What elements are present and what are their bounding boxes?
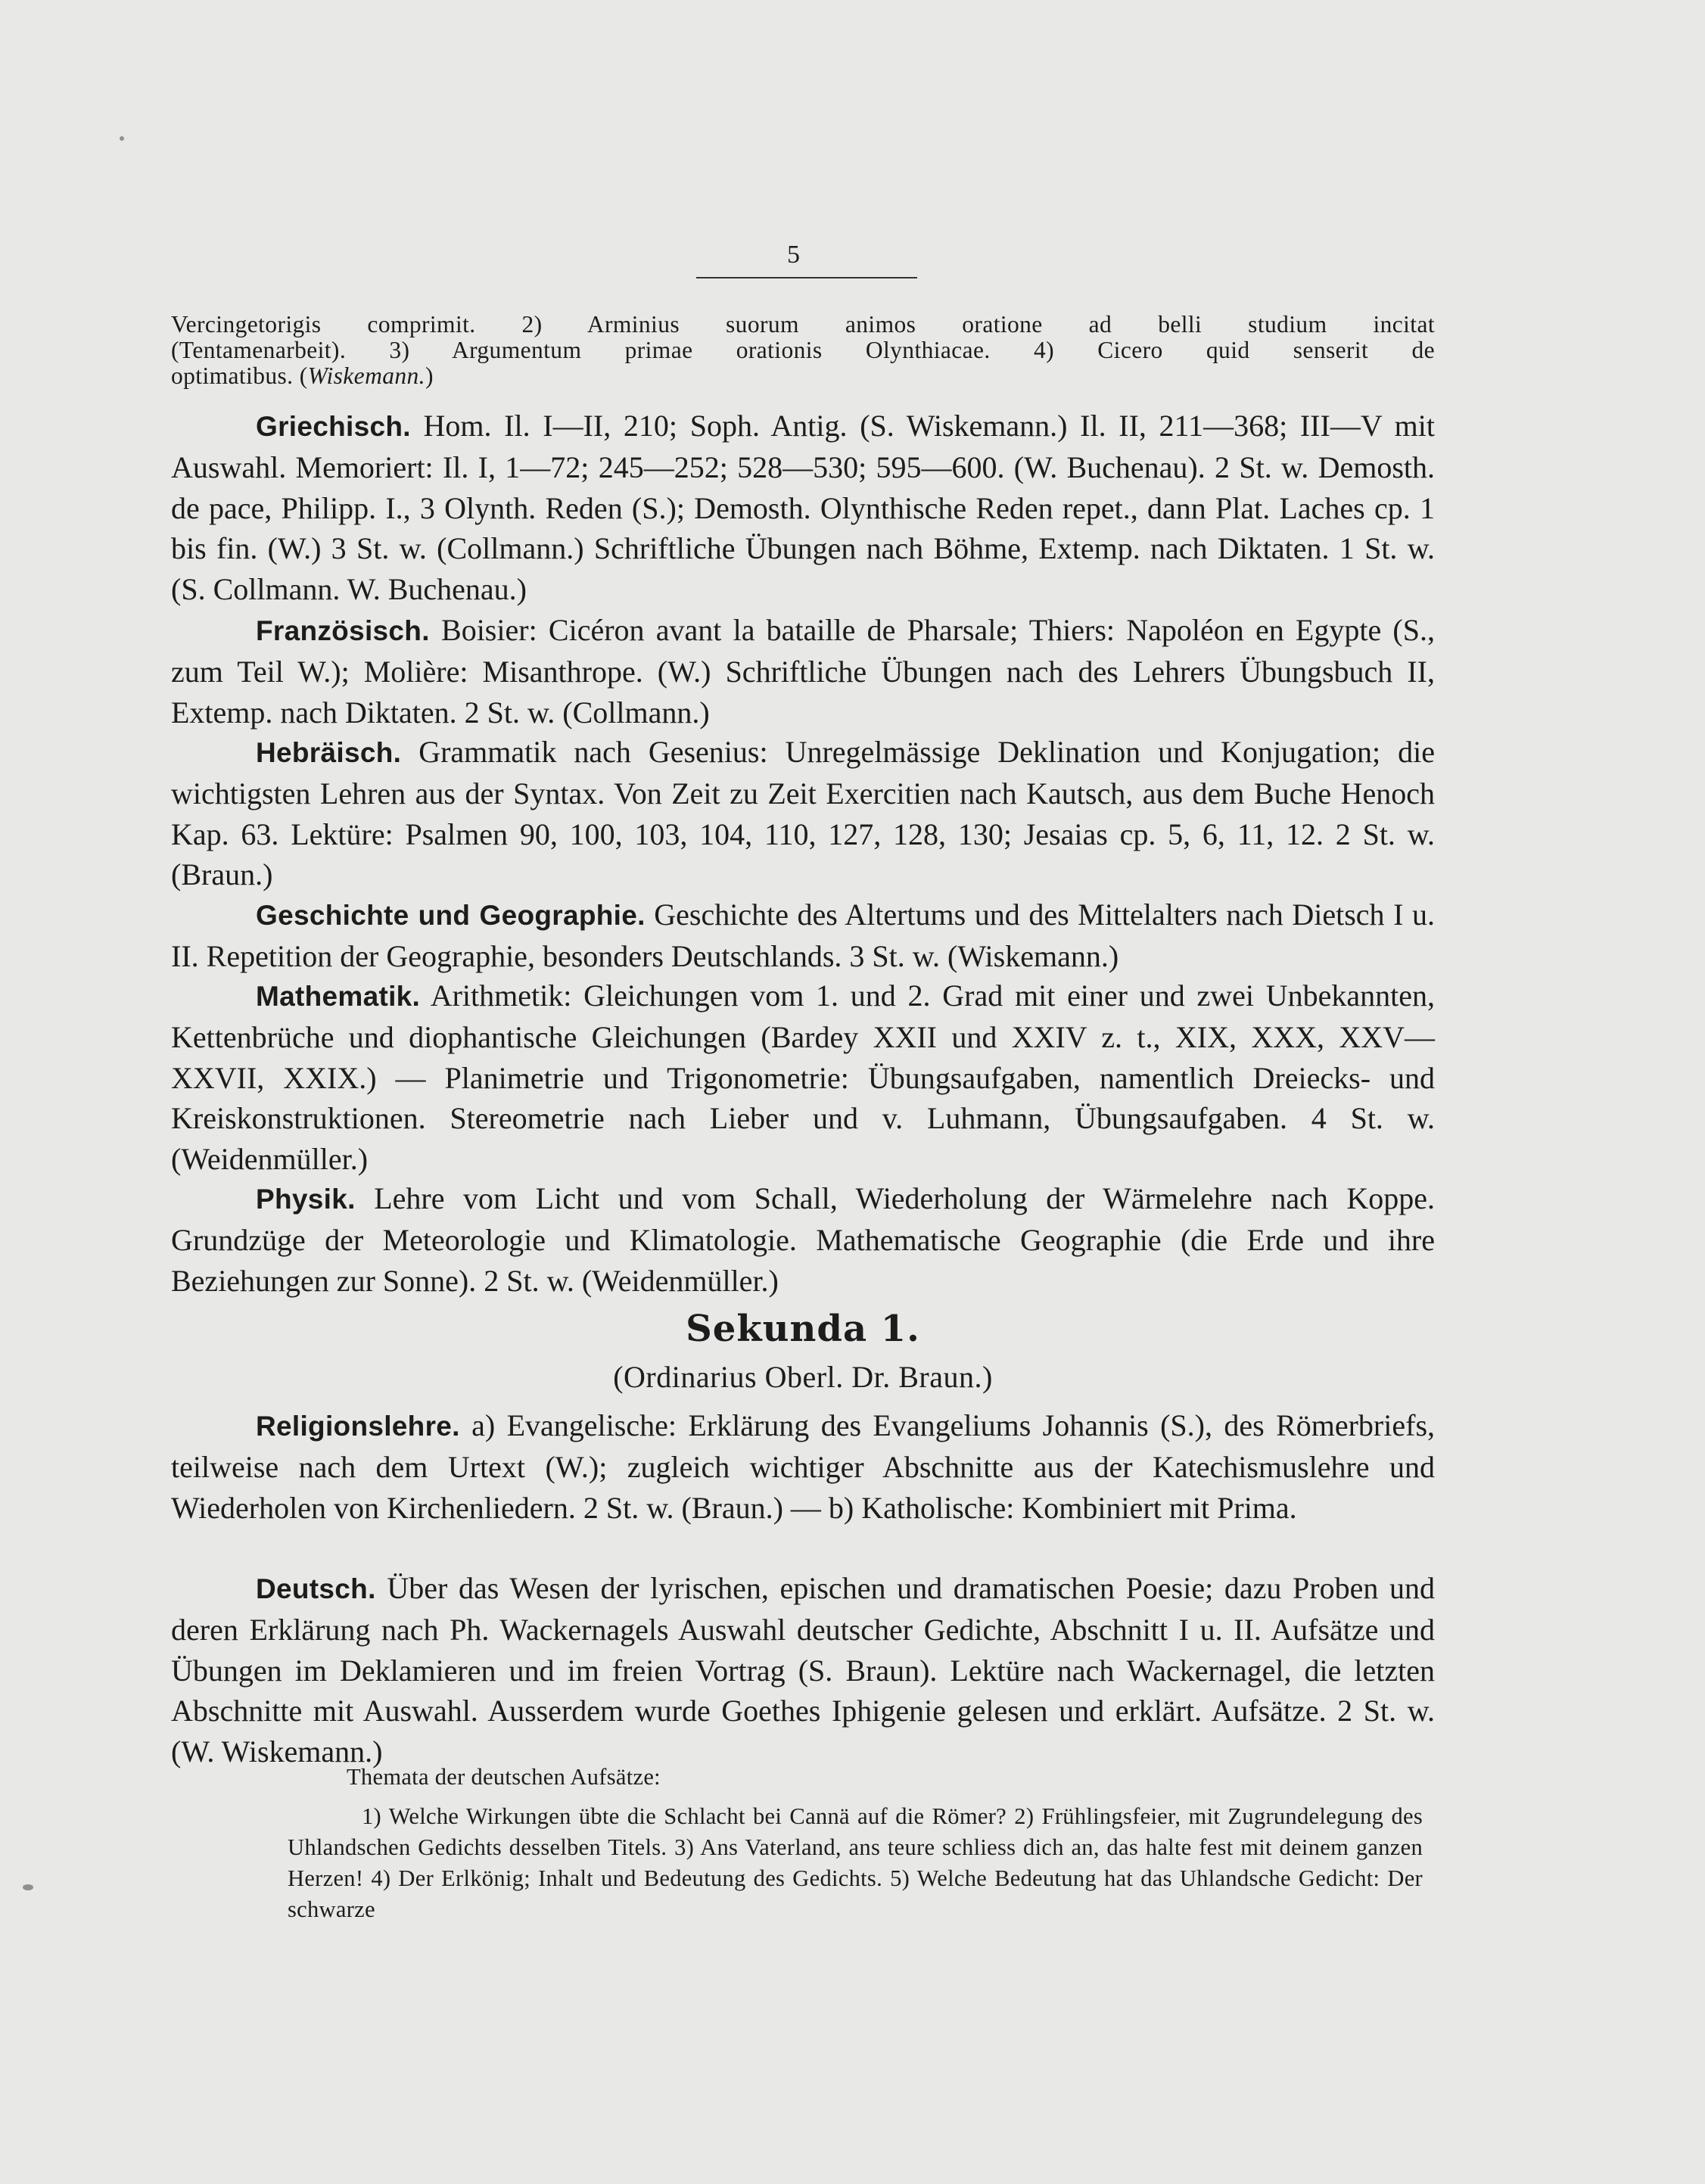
- text-hebraeisch: Grammatik nach Gesenius: Unregelmässige Deklination und Konjugation; die wichtigsten Lehren aus der Syntax. Von Zeit zu Zeit Exercitien nach Kautsch, aus dem Buche Henoch Kap. 63. Lektüre: Psalmen 90, 100, 103, 104, 110, 127, 128, 130; Jesaias cp. 5, 6, 11, 12. 2 St. w. (Braun.): [171, 735, 1435, 892]
- scan-speck: [120, 136, 124, 141]
- text-physik: Lehre vom Licht und vom Schall, Wiederholung der Wärmelehre nach Koppe. Grundzüge der Meteorologie und Klimatologie. Mathematische Geographie (die Erde und ihre Beziehungen zur Sonne). 2 St. w. (Weidenmüller.): [171, 1181, 1435, 1298]
- themata-text: 1) Welche Wirkungen übte die Schlacht bei Cannä auf die Römer? 2) Frühlingsfeier, mit Zugrundelegung des Uhlandschen Gedichts desselben Titels. 3) Ans Vaterland, ans teure schliess dich an, das halte fest mit deinem ganzen Herzen! 4) Der Erlkönig; Inhalt und Bedeutung des Gedichts. 5) Welche Bedeutung hat das Uhlandsche Gedicht: Der schwarze: [288, 1803, 1423, 1922]
- section-deutsch: [171, 1568, 1435, 1772]
- heading-mathematik: Mathematik.: [256, 981, 421, 1012]
- section-physik: [171, 1178, 1435, 1301]
- class-heading: Sekunda 1.: [686, 1308, 920, 1350]
- section-franzoesisch: [171, 610, 1435, 733]
- heading-deutsch: Deutsch.: [256, 1573, 376, 1604]
- heading-religion: Religionslehre.: [256, 1411, 460, 1442]
- themata-heading: Themata der deutschen Aufsätze:: [347, 1764, 661, 1790]
- scan-speck: [23, 1884, 33, 1890]
- intro-text-2: (Tentamenarbeit). 3) Argumentum primae orationis Olynthiacae. 4) Cicero quid senserit de: [171, 337, 1435, 363]
- text-mathematik: Arithmetik: Gleichungen vom 1. und 2. Grad mit einer und zwei Unbekannten, Kettenbrüche und diophantische Gleichungen (Bardey XXII und XXIV z. t., XIX, XXX, XXV—XXVII, XXIX.) — Planimetrie und Trigonometrie: Übungsaufgaben, namentlich Dreiecks- und Kreiskonstruktionen. Stereometrie nach Lieber und v. Luhmann, Übungsaufgaben. 4 St. w. (Weidenmüller.): [171, 978, 1436, 1177]
- intro-text-3b: ): [425, 362, 434, 389]
- page-number: 5: [787, 241, 801, 269]
- intro-line-2: [171, 338, 1435, 363]
- text-deutsch: Über das Wesen der lyrischen, epischen und dramatischen Poesie; dazu Proben und deren Erklärung nach Ph. Wackernagels Auswahl deutscher Gedichte, Abschnitt I u. II. Aufsätze und Übungen im Deklamieren und im freien Vortrag (S. Braun). Lektüre nach Wackernagel, die letzten Abschnitte mit Auswahl. Ausserdem wurde Goethes Iphigenie gelesen und erklärt. Aufsätze. 2 St. w. (W. Wiskemann.): [171, 1571, 1436, 1769]
- intro-line-1: [171, 312, 1435, 338]
- text-griechisch: Hom. Il. I—II, 210; Soph. Antig. (S. Wiskemann.) Il. II, 211—368; III—V mit Auswahl. Memoriert: Il. I, 1—72; 245—252; 528—530; 595—600. (W. Buchenau). 2 St. w. Demosth. de pace, Philipp. I., 3 Olynth. Reden (S.); Demosth. Olynthische Reden repet., dann Plat. Laches cp. 1 bis fin. (W.) 3 St. w. (Collmann.) Schriftliche Übungen nach Böhme, Extemp. nach Diktaten. 1 St. w. (S. Collmann. W. Buchenau.): [171, 409, 1435, 607]
- heading-griechisch: Griechisch.: [256, 411, 411, 442]
- text-religion: a) Evangelische: Erklärung des Evangeliums Johannis (S.), des Römerbriefs, teilweise nach dem Urtext (W.); zugleich wichtiger Abschnitte aus der Katechismuslehre und Wiederholen von Kirchenliedern. 2 St. w. (Braun.) — b) Katholische: Kombiniert mit Prima.: [171, 1408, 1436, 1525]
- section-religion: [171, 1405, 1435, 1528]
- intro-text-3: optimatibus. (: [171, 362, 308, 389]
- heading-franzoesisch: Französisch.: [256, 615, 430, 646]
- ordinarius-line: (Ordinarius Oberl. Dr. Braun.): [613, 1360, 993, 1394]
- intro-teacher-name: Wiskemann.: [307, 362, 425, 389]
- section-hebraeisch: [171, 732, 1435, 895]
- heading-physik: Physik.: [256, 1184, 356, 1215]
- heading-hebraeisch: Hebräisch.: [256, 737, 402, 768]
- intro-text-1: Vercingetorigis comprimit. 2) Arminius suorum animos oratione ad belli studium incitat: [171, 311, 1435, 338]
- text-franzoesisch: Boisier: Cicéron avant la bataille de Pharsale; Thiers: Napoléon en Egypte (S., zum Teil W.); Molière: Misanthrope. (W.) Schriftliche Übungen nach des Lehrers Übungsbuch II, Extemp. nach Diktaten. 2 St. w. (Collmann.): [171, 613, 1436, 730]
- section-griechisch: [171, 406, 1435, 610]
- intro-line-3: [171, 363, 1435, 389]
- section-geschichte: [171, 894, 1435, 977]
- text-geschichte: Geschichte des Altertums und des Mittelalters nach Dietsch I u. II. Repetition der Geographie, besonders Deutschlands. 3 St. w. (Wiskemann.): [171, 898, 1435, 973]
- header-rule: [696, 277, 917, 278]
- heading-geschichte: Geschichte und Geographie.: [256, 900, 646, 931]
- section-mathematik: [171, 975, 1435, 1180]
